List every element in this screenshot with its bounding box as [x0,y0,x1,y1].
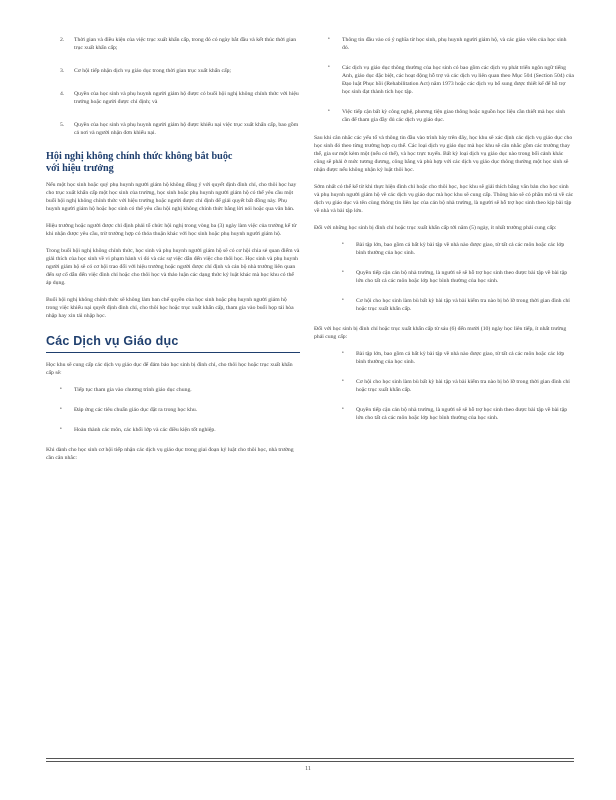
list-item-text: Hoàn thành các môn, các khối lớp và các điều kiện tốt nghiệp. [74,427,216,433]
list-item [46,386,300,394]
bullet-list [314,241,574,313]
list-item [314,269,574,285]
left-column [46,36,300,471]
bullet-icon: • [342,242,344,247]
bullet-icon: • [342,298,344,303]
list-item-text: Cơ hội cho học sinh làm bù bất kỳ bài tập và bài kiểm tra nào bị bỏ lỡ trong thời gian đình chỉ hoặc trục xuất khẩn cấp. [356,379,570,393]
list-item-text: Cơ hội cho học sinh làm bù bất kỳ bài tập và bài kiểm tra nào bị bỏ lỡ trong thời gian đình chỉ hoặc trục xuất khẩn cấp. [356,298,570,312]
list-item [314,350,574,366]
list-item-text: Thông tin đầu vào có ý nghĩa từ học sinh, phụ huynh người giám hộ, và các giáo viên của học sinh đó. [342,37,567,51]
bullet-list [314,350,574,422]
page-number: 11 [305,766,311,772]
bullet-icon: • [328,109,330,114]
item-text: Quyền của học sinh và phụ huynh người giám hộ được có buổi hội nghị không chính thức với hiệu trưởng hoặc người được chỉ định; và [74,91,299,105]
paragraph: Học khu sẽ cung cấp các dịch vụ giáo dục để đảm bảo học sinh bị đình chỉ, cho thôi học hoặc trục xuất khẩn cấp sẽ: [46,362,293,376]
paragraph: Buổi hội nghị không chính thức sẽ không làm ban chế quyền của học sinh hoặc phụ huynh người giám hộ trong việc khiếu nại quyết định đình chỉ, cho thôi học hoặc trục xuất khẩn cấp, tham gia vào buổi họp tái hòa nhập hay xin tái nhập học. [46,297,294,319]
list-item [314,378,574,394]
item-text: Thời gian và điều kiện của việc trục xuất khẩn cấp, trong đó có ngày bắt đầu và kết thúc thời gian trục xuất khẩn cấp; [74,37,297,51]
section-heading-educational-services: Các Dịch vụ Giáo dục [46,334,179,348]
bullet-icon: • [328,37,330,42]
section-divider [46,352,300,353]
item-number: 3. [60,68,65,74]
item-number: 2. [60,37,65,43]
list-item [314,108,574,124]
list-item [314,406,574,422]
list-item-text: Các dịch vụ giáo dục thông thường của học sinh có bao gồm các dịch vụ phát triển ngôn ngữ tiếng Anh, giáo dục đặc biệt, các hoạt động hỗ trợ và các dịch vụ liên quan theo Mục 504 (Section 504) của Đạo luật Phục hồi (Rehabilitation Act) năm 1973 hoặc các dịch vụ bổ sung được thiết kế để hỗ trợ học sinh đạt thành tích học tập. [342,65,574,95]
section-heading-informal-conference [46,151,300,174]
list-item-text: Quyền tiếp cận cán bộ nhà trường, là người sẽ sẽ hỗ trợ học sinh theo được bài tập về bài tập lớn cho tất cả các môn hoặc lớp học bình thường của học sinh. [356,407,568,421]
paragraph: Nếu một học sinh hoặc quý phụ huynh người giám hộ không đồng ý với quyết định đình chỉ, cho thôi học hay cho trục xuất khẩn cấp một học sinh của trường, học sinh hoặc phụ huynh người giám hộ có thể yêu cầu một buổi hội nghị không chính thức với hiệu trưởng hoặc người được chỉ định để giải quyết bất đồng này. Phụ huynh người giám hộ hoặc học sinh có thể yêu cầu hội nghị không chính thức bằng lời nói hoặc qua văn bản. [46,182,297,212]
heading-line-1: Hội nghị không chính thức không bắt buộc [46,151,233,162]
list-item [46,406,300,414]
paragraph: Sớm nhất có thể kể từ khi thực hiện đình chỉ hoặc cho thôi học, học khu sẽ giải thích bằng văn bản cho học sinh và phụ huynh người giám hộ về các dịch vụ giáo dục mà học khu sẽ cung cấp. Thông báo sẽ có phần mô tả về các dịch vụ giáo dục và tên cùng thông tin liên lạc của cán bộ nhà trường, là người sẽ hỗ trợ học sinh theo kịp bài tập về nhà và bài tập lớn. [314,184,574,214]
footer-rule-bottom [46,761,574,762]
item-text: Quyền của học sinh và phụ huynh người giám hộ được khiếu nại việc trục xuất khẩn cấp, bao gồm cả nơi và người nhận đơn khiếu nại. [74,122,299,136]
bullet-icon: • [60,407,62,412]
item-text: Cơ hội tiếp nhận dịch vụ giáo dục trong thời gian trục xuất khẩn cấp; [74,68,232,74]
numbered-item [46,121,300,137]
list-item-text: Quyền tiếp cận cán bộ nhà trường, là người sẽ sẽ hỗ trợ học sinh theo được bài tập về bài tập lớn cho tất cả các môn hoặc lớp học bình thường của học sinh. [356,270,568,284]
list-item-text: Tiếp tục tham gia vào chương trình giáo dục chung. [74,387,192,393]
item-number: 4. [60,91,65,97]
list-item [314,36,574,52]
list-item [314,64,574,96]
bullet-icon: • [342,407,344,412]
bullet-icon: • [60,387,62,392]
paragraph: Đối với những học sinh bị đình chỉ hoặc trục xuất khẩn cấp tới năm (5) ngày, ít nhất trường phải cung cấp: [314,225,557,231]
bullet-icon: • [342,379,344,384]
bullet-icon: • [342,351,344,356]
bullet-icon: • [342,270,344,275]
numbered-item [46,67,300,75]
heading-line-2: với hiệu trưởng [46,162,114,174]
paragraph: Hiệu trưởng hoặc người được chỉ định phải tổ chức hội nghị trong vòng ba (3) ngày làm việc của trường kể từ khi nhận được yêu cầu, trừ trường hợp có thỏa thuận khác với học sinh hoặc phụ huynh người giám hộ. [46,223,297,237]
paragraph: Đối với học sinh bị đình chỉ hoặc trục xuất khẩn cấp từ sáu (6) đến mười (10) ngày học liên tiếp, ít nhất trường phải cung cấp: [314,326,567,340]
paragraph: Khi dành cho học sinh cơ hội tiếp nhận các dịch vụ giáo dục trong giai đoạn kỷ luật cho thôi học, nhà trường cần cân nhắc: [46,447,294,461]
list-item-text: Việc tiếp cận bất kỳ công nghệ, phương tiện giao thông hoặc nguồn học liệu cần thiết mà học sinh cần để tham gia đầy đủ các dịch vụ giáo dục. [342,109,566,123]
paragraph: Trong buổi hội nghị không chính thức, học sinh và phụ huynh người giám hộ sẽ có cơ hội chia sẻ quan điểm và giải thích của học sinh về vi phạm hành vi đó và các sự việc dẫn đến việc cho thôi học. Học sinh và phụ huynh người giám hộ sẽ có cơ hội trao đổi với hiệu trưởng hoặc người được chỉ định và cán bộ nhà trường liên quan đến sự cố dẫn đến việc đình chỉ hoặc cho thôi học và thảo luận các dạng thức kỷ luật khác mà học khu có thể áp dụng. [46,248,300,286]
list-item [314,297,574,313]
list-item-text: Đáp ứng các tiêu chuẩn giáo dục đặt ra trong học khu. [74,407,198,413]
right-column [314,36,574,434]
list-item [46,426,300,434]
numbered-item [46,90,300,106]
numbered-item [46,36,300,52]
list-item-text: Bài tập lớn, bao gồm cả bất kỳ bài tập về nhà nào được giao, từ tất cả các môn hoặc các lớp bình thường của học sinh. [356,242,565,256]
bullet-icon: • [328,65,330,70]
bullet-icon: • [60,427,62,432]
footer-rule-top [46,758,574,759]
list-item-text: Bài tập lớn, bao gồm cả bất kỳ bài tập về nhà nào được giao, từ tất cả các môn hoặc các lớp bình thường của học sinh. [356,351,565,365]
item-number: 5. [60,122,65,128]
list-item [314,241,574,257]
paragraph: Sau khi cân nhắc các yếu tố và thông tin đầu vào trình bày trên đây, học khu sẽ xác định các dịch vụ giáo dục cho học sinh đó theo từng trường hợp cụ thể. Các loại dịch vụ giáo dục mà học khu sẽ cân nhắc gồm các trường thay thế, gia sư một kèm một (nếu có thể), và học trực tuyến. Bất kỳ loại dịch vụ giáo dục nào trong bối cảnh khác cũng sẽ phải ở mức tương đương, công bằng và phù hợp với các dịch vụ giáo dục thông thường một học sinh sẽ nhận được nếu không nhận kỷ luật thôi học. [314,135,573,173]
